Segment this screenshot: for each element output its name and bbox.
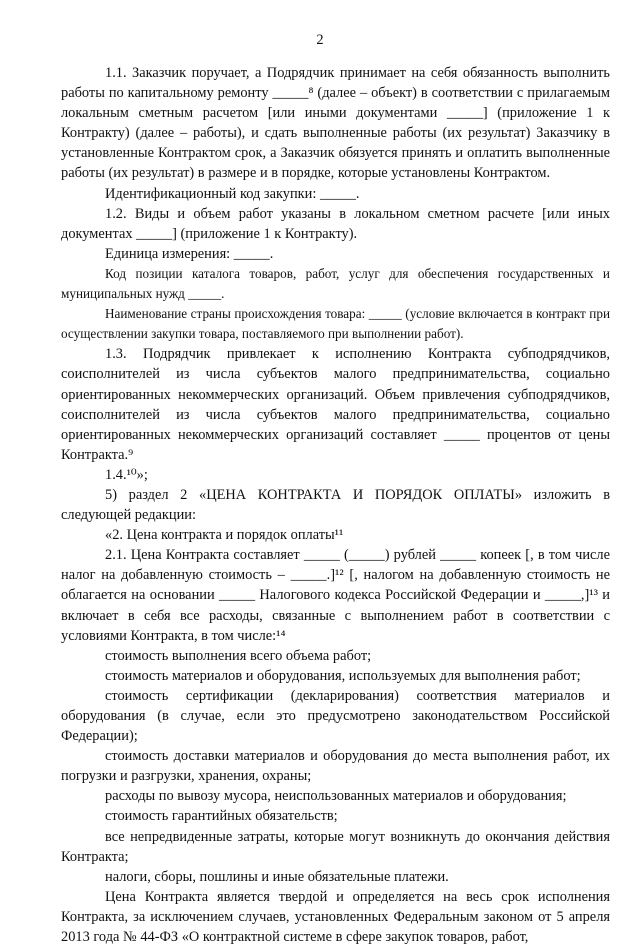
unit-of-measure: Единица измерения: _____. [105,245,274,262]
cost-item: стоимость выполнения всего объема работ; [105,647,372,664]
catalog-code: Код позиции каталога товаров, работ, услуг для обеспечения государственных и муниципальных нужд _____. [61,265,610,302]
fixed-price-clause: Цена Контракта является твердой и определяется на весь срок исполнения Контракта, за исключением случаев, установленных Федеральным законом от 5 апреля 2013 года № 44-ФЗ «О контрактной системе в сфере закупок товаров, работ, [61,888,610,946]
cost-item: стоимость материалов и оборудования, используемых для выполнения работ; [105,667,581,684]
cost-item: стоимость гарантийных обязательств; [105,808,338,825]
country-of-origin: Наименование страны происхождения товара: _____ (условие включается в контракт при осуществлении закупки товара, поставляемого при выполнении работ). [61,306,610,342]
cost-item: стоимость доставки материалов и оборудования до места выполнения работ, их погрузки и разгрузки, хранения, охраны; [61,748,610,785]
cost-item: все непредвиденные затраты, которые могут возникнуть до окончания действия Контракта; [61,828,610,865]
clause-1-2: 1.2. Виды и объем работ указаны в локальном сметном расчете [или иных документах _____] (приложение 1 к Контракту). [61,205,610,242]
clause-1-1: 1.1. Заказчик поручает, а Подрядчик принимает на себя обязанность выполнить работы по капитальному ремонту _____⁸ (далее – объект) в соответствии с прилагаемым локальным сметным расчетом [или иными документами _____] (приложение 1 к Контракту) (далее – работы), и сдать выполненные работы (их результат) Заказчику в установленные Контрактом срок, а Заказчик обязуется принять и оплатить выполненные работы (их результат) в размере и в порядке, которые установлены Контрактом. [61,65,610,182]
clause-2-1: 2.1. Цена Контракта составляет _____ (_____) рублей _____ копеек [, в том числе налог на добавленную стоимость – _____.]¹² [, налогом на добавленную стоимость не облагается на основании _____ Налогового кодекса Российской Федерации и _____,]¹³ и включает в себя все расходы, связанные с выполнением работ в соответствии с условиями Контракта, в том числе:¹⁴ [61,547,610,644]
procurement-code: Идентификационный код закупки: _____. [105,185,360,202]
clause-1-3: 1.3. Подрядчик привлекает к исполнению Контракта субподрядчиков, соисполнителей из числа субъектов малого предпринимательства, социально ориентированных некоммерческих организаций. Объем привлечения субподрядчиков, соисполнителей из числа субъектов малого предпринимательства, социально ориентированных некоммерческих организаций составляет _____ процентов от цены Контракта.⁹ [61,346,610,463]
section-2-heading: «2. Цена контракта и порядок оплаты¹¹ [105,527,344,544]
cost-item: налоги, сборы, пошлины и иные обязательные платежи. [105,868,449,885]
clause-1-4: 1.4.¹⁰»; [105,466,148,483]
cost-item: расходы по вывозу мусора, неиспользованных материалов и оборудования; [105,788,567,805]
cost-item: стоимость сертификации (декларирования) соответствия материалов и оборудования (в случае, если это предусмотрено законодательством Российской Федерации); [61,687,610,745]
section-2-amendment: 5) раздел 2 «ЦЕНА КОНТРАКТА И ПОРЯДОК ОПЛАТЫ» изложить в следующей редакции: [61,486,610,524]
document-body [61,63,610,947]
page-number: 2 [316,32,324,48]
